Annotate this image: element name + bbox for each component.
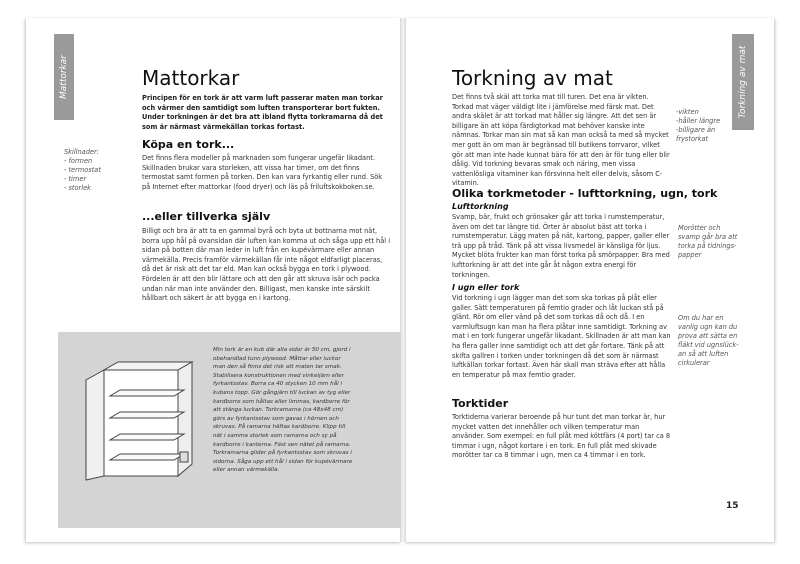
- left-intro: Principen för en tork är att varm luft passerar maten man torkar och värmer den samtidigt som luften transporterar bort fukten. Under torkningen är det bra att ibland flytta torkramarna då det som är närmast värmekällan torkas fortast.: [142, 94, 383, 131]
- left-section1-heading: Köpa en tork...: [142, 138, 235, 151]
- page-number: 15: [726, 501, 739, 511]
- right-sub1-heading: Lufttorkning: [452, 202, 509, 211]
- right-sub2-text: Vid torkning i ugn lägger man det som ska torkas på plåt eller galler. Sätt temperaturen på femtio grader och låt luckan stå på glänt. Rör om eller vänd på det som torkas då och då. I en varmluftsugn kan man ha flera plåtar inne samtidigt. Torkning av mat i en tork fungerar ungefär likadant. Skillnaden är att man kan ha flera galler inne samtidigt och att det går fortare. Tänk på att skifta gallren i torken under torkningen då det som är närmast luftkällan torkar fortast. Även här skall man sträva efter att hålla en temperatur på max femtio grader.: [452, 294, 671, 379]
- right-intro: Det finns två skäl att torka mat till turen. Det ena är vikten. Torkad mat väger väldigt lite i jämförelse med färsk mat. Det andra skälet är att torkad mat håller sig längre. Att det sen är billigare än att köpa färdigtorkad mat behöver kanske inte nämnas. Torkar man sin mat så kan man också ta med så mycket mer gott än om man är begränsad till butikens torrvaror, vilket gör att man inte hade kunnat bära för att den är för tung eller blir dålig. Vid torkning bevaras smak och näring, men vissa vattenlösliga vitaminer kan försvinna helt eller delvis, såsom C-vitamin.: [452, 93, 670, 188]
- right-sub2-heading: I ugn eller tork: [452, 283, 520, 292]
- right-sidenote-2: Morötter och svamp går bra att torka på tidnings- papper: [678, 224, 738, 259]
- chapter-tab-right: [732, 34, 754, 130]
- right-times-heading: Torktider: [452, 397, 509, 410]
- left-section2-heading: ...eller tillverka själv: [142, 210, 271, 223]
- chapter-tab-left-label: Mattorkar: [59, 55, 69, 99]
- chapter-tab-left: [54, 34, 74, 120]
- right-sidenote-3: Om du har en vanlig ugn kan du prova att sätta en fläkt vid ugnslück- an så att luften cirkulerar: [678, 314, 739, 367]
- left-section2-text: Billigt och bra är att ta en gammal byrå och byta ut bottnarna mot nät, borra upp hål på ovansidan där luften kan komma ut och såga upp ett hål i sidan på botten där man leder in luft från en kupévärmare eller annan värmekälla. Precis framför värmekällan får inte något eldfarligt placeras, då det är risk att det tar eld. Man kan också bygga en tork i plywood. Fördelen är att den blir lättare och att den går att skruva isär och packa undan när man inte använder den. Billigast, men kanske inte särskilt hållbart och säkert är att bygga en i kartong.: [142, 227, 391, 303]
- right-times-text: Torktiderna varierar beroende på hur tunt det man torkar är, hur mycket vatten det innehåller och vilken temperatur man använder. Som exempel: en full plåt med köttfärs (4 port) tar ca 8 timmar i ugn, något kortare i en tork. En full plåt med skivade morötter tar ca 8 timmar i ugn, men ca 4 timmar i en tork.: [452, 413, 671, 460]
- right-sub1-text: Svamp, bär, frukt och grönsaker går att torka i rumstemperatur, även om det tar längre tid. Örter är absolut bäst att torka i rumstemperatur. Lägg maten på nät, kartong, papper, galler eller trä upp på tråd. Tänk på att vissa livsmedel är känsliga för ljus. Mycket blöta frukter kan man först torka på smörpapper. Bra med lufttorkning är att det inte går åt någon extra energi för torkningen.: [452, 213, 670, 279]
- dryer-info-text: Min tork är en kub där alla sidor är 50 cm, gjord i obehandlad tunn plywood. Måttar eller luckor man den så finns det risk att maten tar smak. Stabilisera konstruktionen med vinkeljärn eller fyrkantsstav. Borra ca 40 stycken 10 mm hål i kubens topp. Gör gångjärn till luckan av tyg eller kardborre som håltas eller limmas, kardborre för att stänga luckan. Torkramarna (ca 48x48 cm) görs av fyrkantsstav som gavas i hörnen och skruvas. På ramarna häftas kardborre. Klipp till nät i samma storlek som ramarna och sy på kardborre i kanterna. Fäst sen nätet på ramarna. Torkramarna glider på fyrkantsstav som skruvas i sidorna. Såga upp ett hål i sidan för kupévärmare eller annan värmekälla.: [213, 347, 353, 474]
- left-sidenote: Skillnader: - formen - termostat - timer - storlek: [64, 148, 101, 192]
- chapter-tab-right-label: Torkning av mat: [738, 45, 748, 119]
- right-sidenote-1: -vikten -håller längre -billigare än frystorkat: [676, 108, 721, 143]
- right-page-title: Torkning av mat: [452, 66, 613, 90]
- left-page-title: Mattorkar: [142, 66, 240, 90]
- dryer-illustration: [74, 352, 200, 492]
- right-methods-heading: Olika torkmetoder - lufttorkning, ugn, tork: [452, 187, 718, 200]
- left-section1-text: Det finns flera modeller på marknaden som fungerar ungefär likadant. Skillnaden brukar vara storleken, att vissa har timer, om det finns termostat samt formen på torken. Den kan vara fyrkantig eller rund. Sök på Internet efter mattorkar (food dryer) och läs på friluftskokboken.se.: [142, 154, 383, 191]
